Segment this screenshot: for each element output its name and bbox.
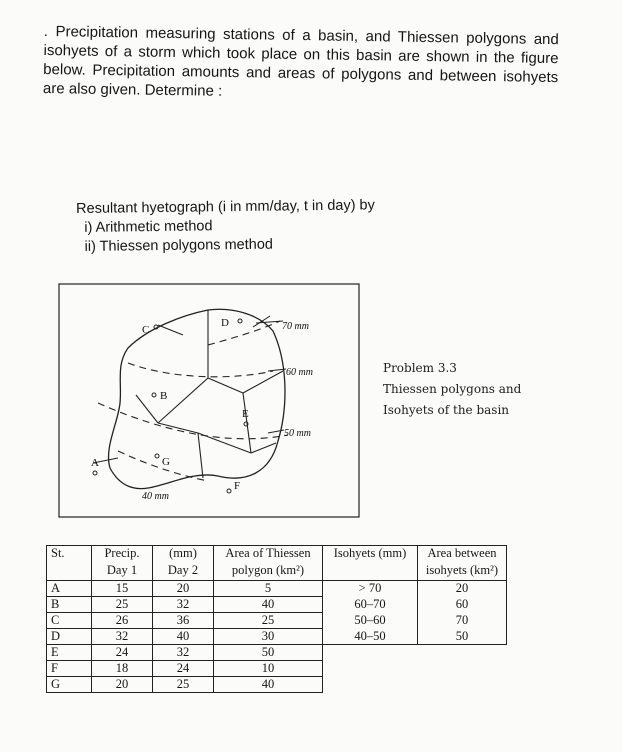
- caption-line: Thiessen polygons and: [383, 382, 522, 396]
- station-d-marker: [238, 319, 242, 323]
- problem-statement: . Precipitation measuring stations of a basin, and Thiessen polygons and isohyets of a storm which took place on this basin are shown in the figure below. Precipitation amounts and areas of polygons and between isohyets are also given. Determine :: [42, 22, 559, 100]
- station-d-label: D: [221, 317, 229, 329]
- isohyet-50-label: 50 mm: [284, 428, 311, 439]
- caption-line: Problem 3.3: [383, 361, 457, 375]
- figure-caption: [383, 358, 521, 421]
- data-table: [46, 545, 507, 693]
- table-header-row-2: [47, 563, 507, 581]
- station-c-label: C: [142, 324, 150, 336]
- station-g-marker: [155, 454, 159, 458]
- header-precip: Precip.: [92, 546, 153, 564]
- station-a-label: A: [91, 457, 99, 469]
- figure-frame: [59, 284, 359, 517]
- station-markers: [93, 319, 248, 493]
- isohyet-40-label: 40 mm: [142, 491, 169, 502]
- isohyet-lines: [98, 321, 288, 481]
- table-header-row-1: [47, 546, 507, 564]
- table-row: B 25 32 40 60–70 60: [47, 597, 507, 613]
- header-station: St.: [47, 546, 92, 581]
- station-e-label: E: [242, 408, 249, 420]
- station-a-marker: [93, 471, 97, 475]
- basin-figure: [58, 283, 360, 518]
- header-day1: Day 1: [92, 563, 153, 581]
- header-mm: (mm): [153, 546, 214, 564]
- thiessen-lines: [136, 310, 283, 478]
- header-between-top: Area between: [418, 546, 507, 564]
- table-row: D 32 40 30 40–50 50: [47, 629, 507, 645]
- isohyet-60-label: 60 mm: [286, 367, 313, 378]
- header-day2: Day 2: [153, 563, 214, 581]
- table-row: C 26 36 25 50–60 70: [47, 613, 507, 629]
- station-g-label: G: [162, 456, 170, 468]
- station-b-marker: [152, 393, 156, 397]
- method-thiessen: ii) Thiessen polygons method: [84, 236, 274, 255]
- table-row: F 18 24 10: [47, 661, 507, 677]
- table-row: G 20 25 40: [47, 677, 507, 693]
- station-b-label: B: [160, 390, 168, 402]
- header-between-bottom: isohyets (km²): [418, 563, 507, 581]
- isohyet-70-label: 70 mm: [282, 321, 309, 332]
- pointer-lines: [93, 316, 286, 463]
- table-row: A 15 20 5 > 70 20: [47, 581, 507, 597]
- station-f-label: F: [234, 480, 241, 492]
- header-area-top: Area of Thiessen: [214, 546, 323, 564]
- header-isohyets: Isohyets (mm): [323, 546, 418, 564]
- header-area-bottom: polygon (km²): [214, 563, 323, 581]
- method-arithmetic: i) Arithmetic method: [84, 218, 213, 236]
- task-text: Resultant hyetograph (i in mm/day, t in day) by: [76, 197, 375, 217]
- table-row: E 24 32 50: [47, 645, 507, 661]
- basin-boundary: [109, 309, 285, 488]
- station-f-marker: [227, 489, 231, 493]
- task-list: [76, 196, 375, 257]
- caption-line: Isohyets of the basin: [383, 403, 510, 417]
